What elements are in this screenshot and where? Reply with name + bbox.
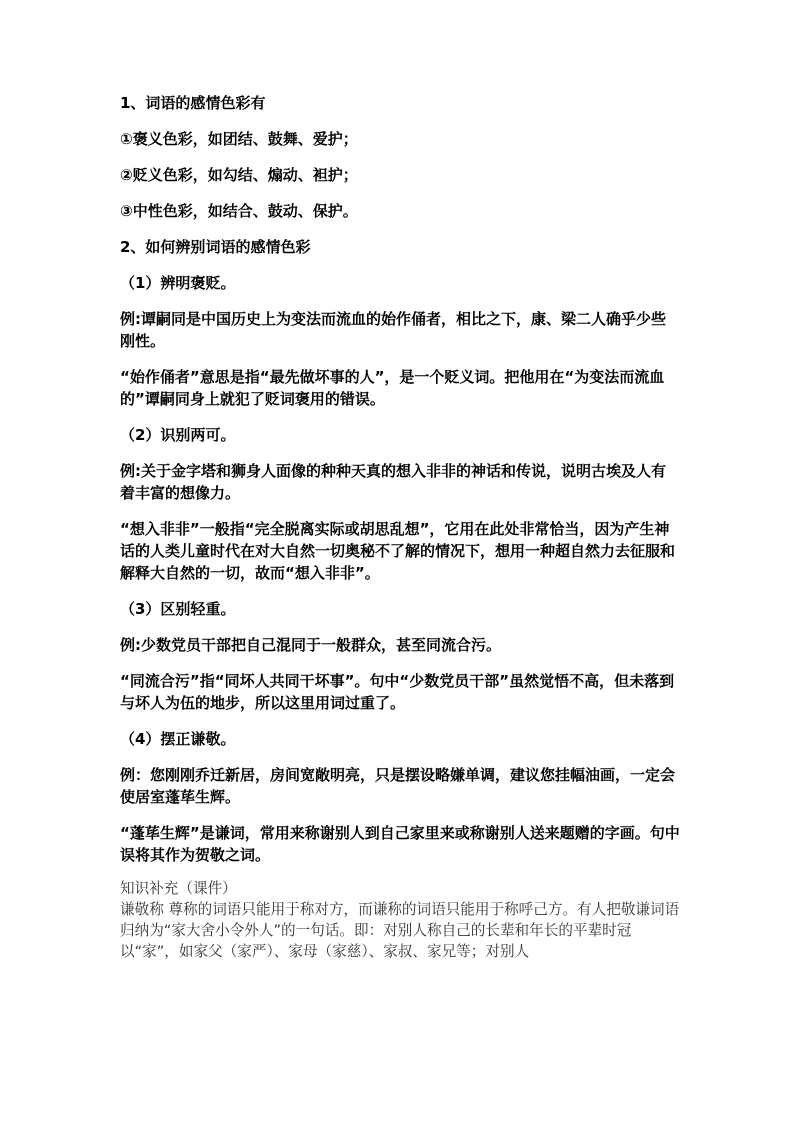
section-example: 例:关于金字塔和狮身人面像的种种天真的想入非非的神话和传说，说明古埃及人有着丰富的想像力。 bbox=[120, 462, 667, 502]
section-example: 例:谭嗣同是中国历史上为变法而流血的始作俑者，相比之下，康、梁二人确乎少些刚性。 bbox=[120, 310, 667, 350]
section-example: 例：您刚刚乔迁新居，房间宽敞明亮，只是摆设略嫌单调，建议您挂幅油画，一定会使居室蓬荜生辉。 bbox=[120, 766, 676, 806]
section-explanation: “同流合污”指“同坏人共同干坏事”。句中“少数党员干部”虽然觉悟不高，但未落到与坏人为伍的地步，所以这里用词过重了。 bbox=[120, 672, 675, 712]
section-label: （1）辨明褒贬。 bbox=[120, 274, 236, 292]
section-label: （4）摆正谦敬。 bbox=[120, 730, 236, 748]
section-explanation: “蓬荜生辉”是谦词，常用来称谢别人到自己家里来或称谢别人送来题赠的字画。句中误将其作为贺敬之词。 bbox=[120, 824, 680, 864]
item-derogatory: ②贬义色彩，如勾结、煽动、袒护； bbox=[120, 166, 358, 184]
item-commendatory: ①褒义色彩，如团结、鼓舞、爱护； bbox=[120, 130, 358, 148]
document-content bbox=[120, 92, 680, 962]
heading-emotional-coloring: 1、词语的感情色彩有 bbox=[120, 94, 266, 112]
section-example: 例:少数党员干部把自己混同于一般群众，甚至同流合污。 bbox=[120, 636, 502, 654]
section-explanation: “想入非非”一般指“完全脱离实际或胡思乱想”，它用在此处非常恰当，因为产生神话的人类儿童时代在对大自然一切奥秘不了解的情况下，想用一种超自然力去征服和解释大自然的一切，故而“想入非非”。 bbox=[120, 520, 676, 582]
supplement-title: 知识补充（课件） bbox=[120, 880, 237, 897]
supplement-body: 谦敬称 尊称的词语只能用于称对方，而谦称的词语只能用于称呼己方。有人把敬谦词语归纳为“家大舍小令外人”的一句话。即：对别人称自己的长辈和年长的平辈时冠以“家”，如家父（家严）、家母（家慈）、家叔、家兄等；对别人 bbox=[120, 901, 680, 960]
section-label: （3）区别轻重。 bbox=[120, 600, 236, 618]
section-explanation: “始作俑者”意思是指“最先做坏事的人”，是一个贬义词。把他用在“为变法而流血的”谭嗣同身上就犯了贬词褒用的错误。 bbox=[120, 368, 665, 408]
item-neutral: ③中性色彩，如结合、鼓动、保护。 bbox=[120, 202, 358, 220]
section-label: （2）识别两可。 bbox=[120, 426, 236, 444]
heading-how-to-distinguish: 2、如何辨别词语的感情色彩 bbox=[120, 238, 311, 256]
supplement-block bbox=[120, 878, 680, 962]
